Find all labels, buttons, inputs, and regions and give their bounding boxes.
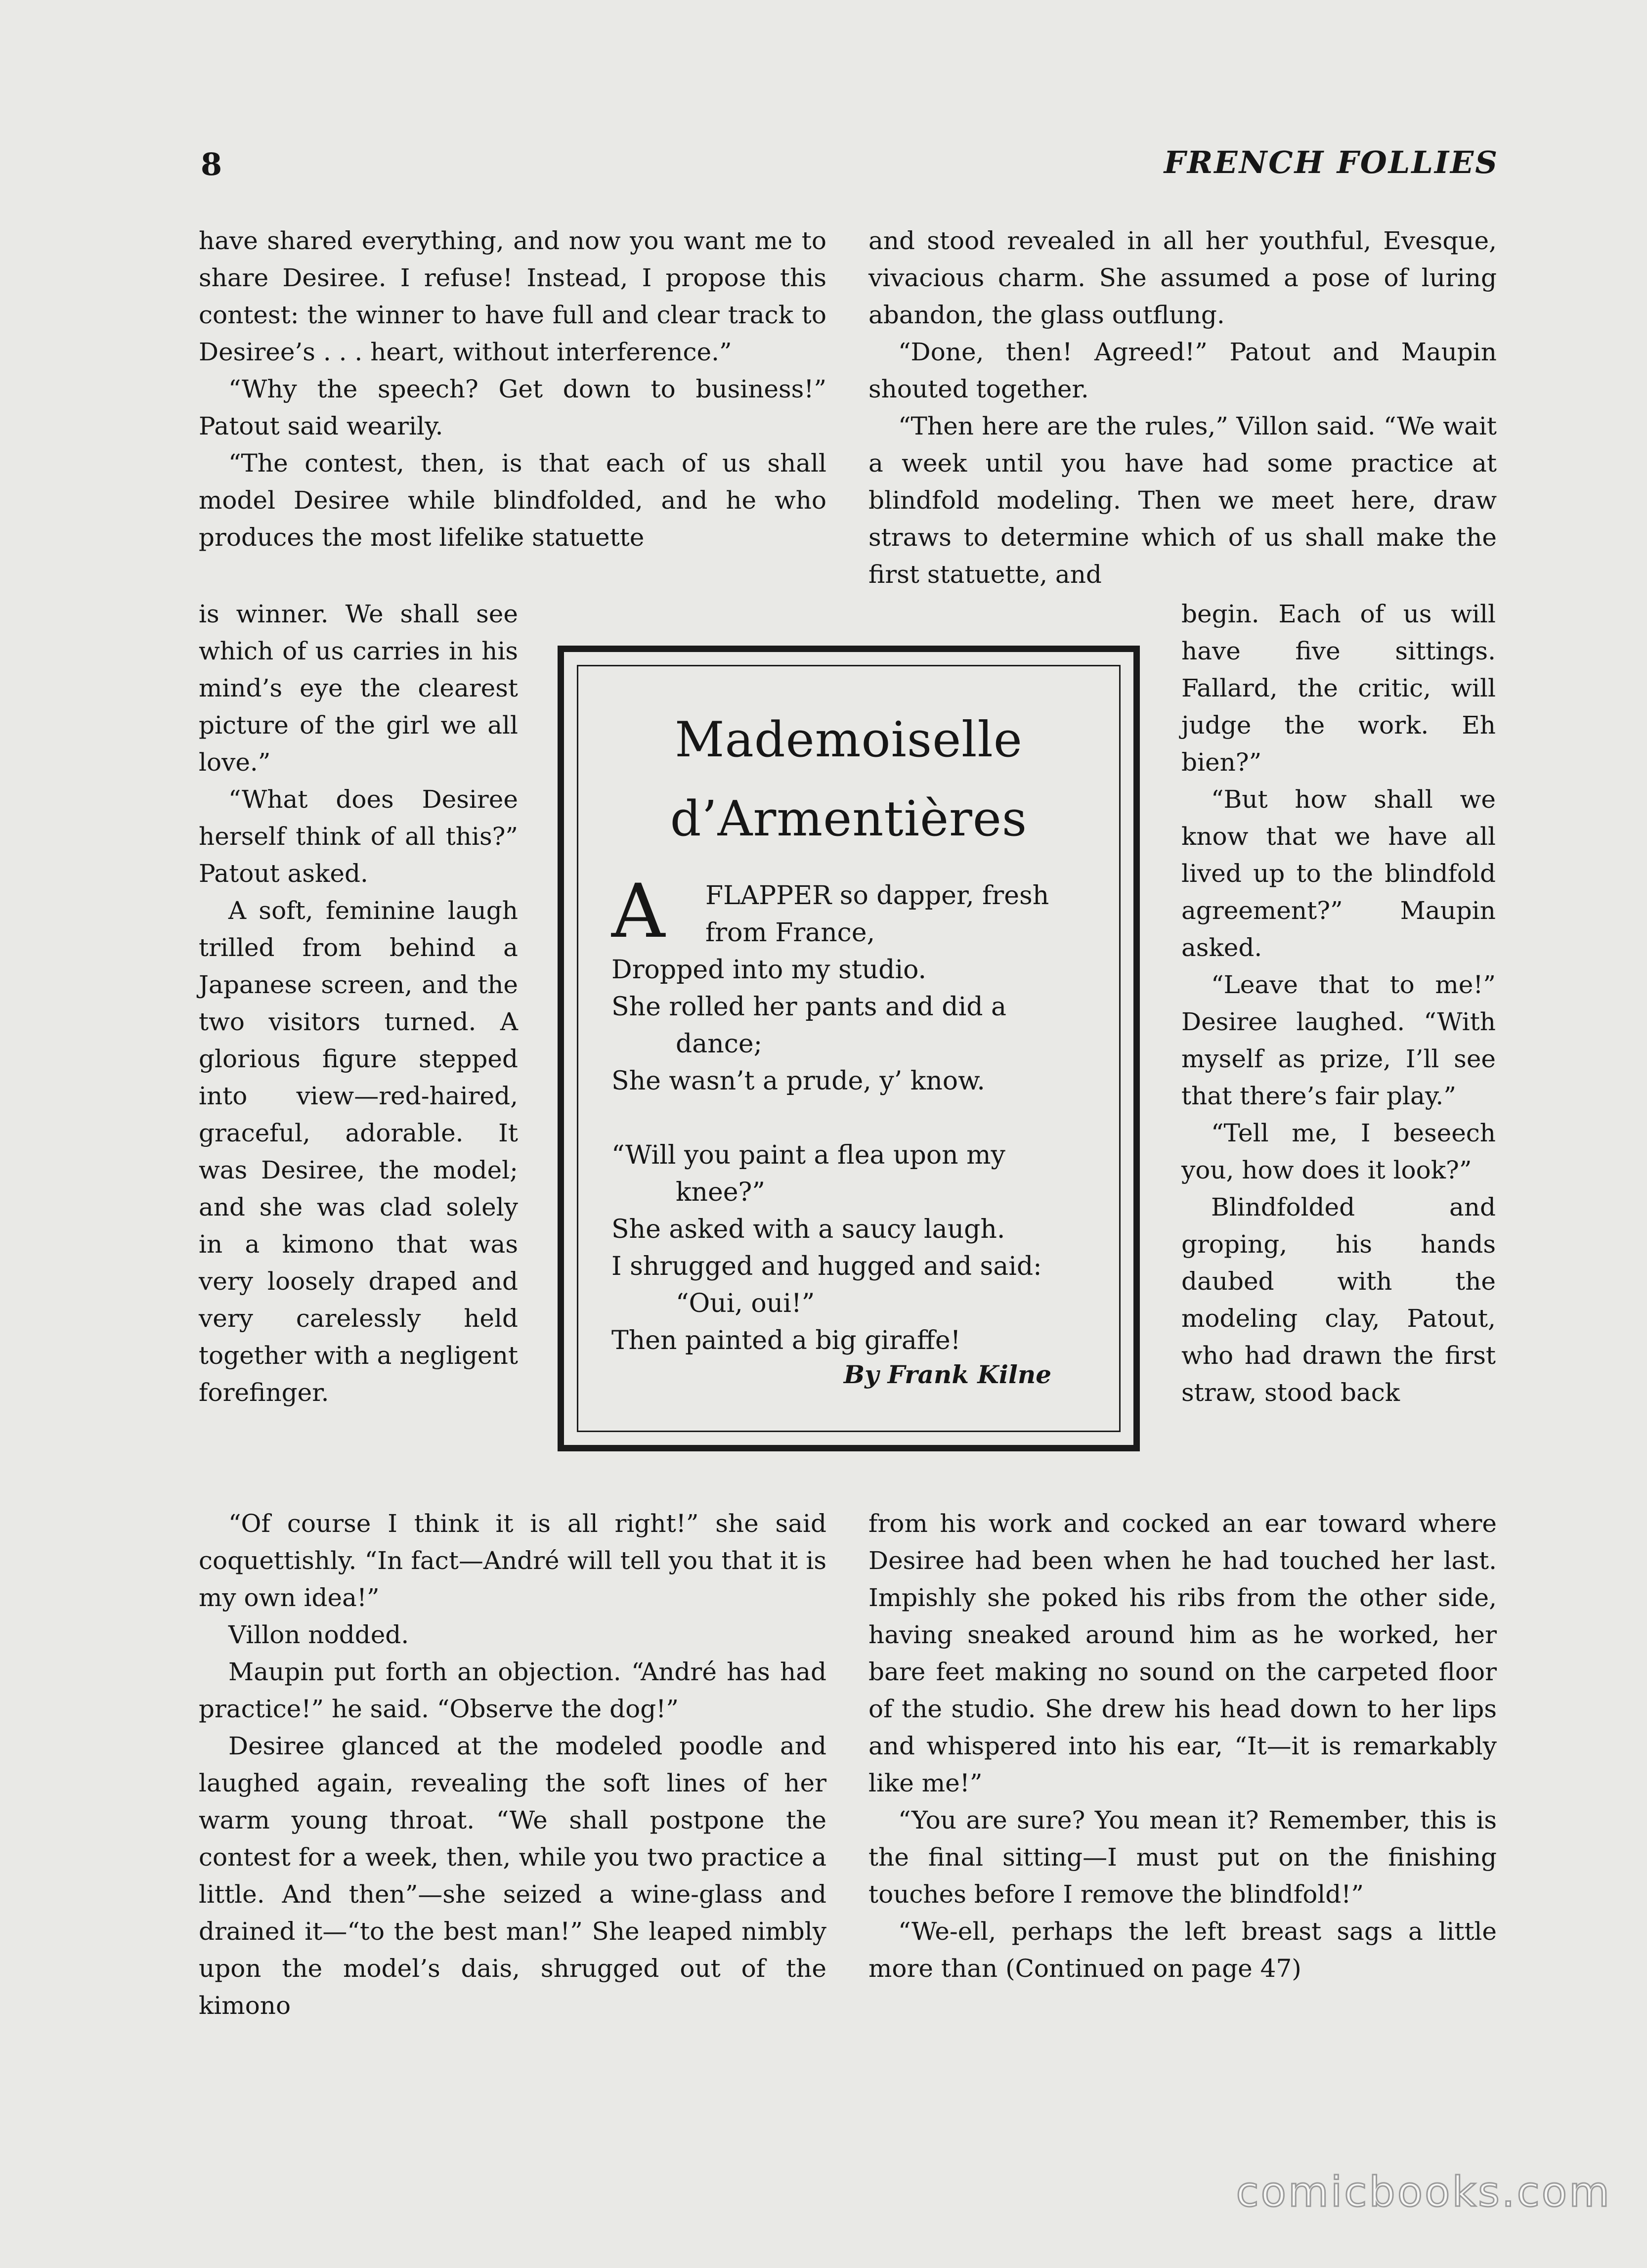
paragraph: Desiree glanced at the modeled poodle and laughed again, revealing the soft lines of her warm young throat. “We shall postpone the contest for a week, then, while you two practice a little. And then”—she seized a wine-glass and drained it—“to the best man!” She leaped nimbly upon the model’s dais, shrugged out of the kimono [199,1732,826,2020]
left-column-top [199,222,826,556]
paragraph: “Done, then! Agreed!” Patout and Maupin shouted together. [868,338,1497,403]
poem-line: from France, [705,918,875,948]
right-column-bottom [868,1505,1497,1987]
poem-line: She asked with a saucy laugh. [611,1215,1005,1244]
paragraph: “We-ell, perhaps the left breast sags a little more than (Continued on page 47) [868,1917,1497,1983]
poem-title-line1: Mademoiselle [675,712,1023,768]
poem-line: Dropped into my studio. [611,955,926,985]
drop-cap: A [611,869,665,955]
paragraph: “Of course I think it is all right!” she said coquettishly. “In fact—André will tell you that it is my own idea!” [199,1509,826,1612]
paragraph: “Why the speech? Get down to business!” Patout said wearily. [199,375,826,440]
paragraph: “Leave that to me!” Desiree laughed. “With myself as prize, I’ll see that there’s fair play.” [1181,970,1496,1110]
left-column-bottom [199,1505,826,2024]
poem-line: She wasn’t a prude, y’ know. [611,1066,985,1096]
paragraph: “You are sure? You mean it? Remember, this is the final sitting—I must put on the finishing touches before I remove the blindfold!” [868,1806,1497,1909]
poem-line: knee?” [676,1178,766,1207]
paragraph: have shared everything, and now you want me to share Desiree. I refuse! Instead, I propose this contest: the winner to have full and clear track to Desiree’s . . . heart, without interference.” [199,226,826,366]
poem-byline: By Frank Kilne [843,1360,1051,1389]
site-watermark: comicbooks.com [1236,2168,1611,2216]
paragraph: “The contest, then, is that each of us shall model Desiree while blindfolded, and he who produces the most lifelike statuette [199,449,826,552]
poem-line: “Will you paint a flea upon my [611,1140,1005,1170]
poem-line: She rolled her pants and did a [611,992,1007,1022]
paragraph: Blindfolded and groping, his hands daubed with the modeling clay, Patout, who had drawn the first straw, stood back [1181,1193,1496,1407]
paragraph: “What does Desiree herself think of all this?” Patout asked. [199,785,518,888]
poem-body [611,877,1086,1359]
poem-title-line2: d’Armentières [670,791,1028,847]
paragraph: “Then here are the rules,” Villon said. “We wait a week until you have had some practice at blindfold modeling. Then we meet here, draw straws to determine which of us shall make the first statuette, and [868,412,1497,589]
poem-line: I shrugged and hugged and said: [611,1252,1042,1281]
poem-box [558,646,1140,1451]
paragraph: “But how shall we know that we have all lived up to the blindfold agreement?” Maupin asked. [1181,785,1496,962]
poem-line: FLAPPER so dapper, fresh [705,881,1049,911]
paragraph: begin. Each of us will have five sittings. Fallard, the critic, will judge the work. Eh bien?” [1181,600,1496,777]
paragraph: is winner. We shall see which of us carries in his mind’s eye the clearest picture of the girl we all love.” [199,600,518,777]
poem-line: dance; [676,1029,763,1059]
page-number: 8 [201,146,222,182]
left-column-wrap [199,596,518,1411]
poem-line: Then painted a big giraffe! [611,1326,961,1355]
poem-line: “Oui, oui!” [676,1289,815,1318]
paragraph: and stood revealed in all her youthful, Evesque, vivacious charm. She assumed a pose of luring abandon, the glass outflung. [868,226,1497,329]
right-column-top [868,222,1497,593]
paragraph: Villon nodded. [228,1620,409,1649]
running-title: FRENCH FOLLIES [1164,144,1499,180]
paragraph: from his work and cocked an ear toward where Desiree had been when he had touched her last. Impishly she poked his ribs from the other side, having sneaked around him as he worked, her bare feet making no sound on the carpeted floor of the studio. She drew his head down to her lips and whispered into his ear, “It—it is remarkably like me!” [868,1509,1497,1797]
paragraph: A soft, feminine laugh trilled from behind a Japanese screen, and the two visitors turned. A glorious figure stepped into view—red-haired, graceful, adorable. It was Desiree, the model; and she was clad solely in a kimono that was very loosely draped and very carelessly held together with a negligent forefinger. [199,896,518,1407]
right-column-wrap [1181,596,1496,1411]
paragraph: “Tell me, I beseech you, how does it look?” [1181,1119,1496,1184]
paragraph: Maupin put forth an objection. “André has had practice!” he said. “Observe the dog!” [199,1657,826,1723]
